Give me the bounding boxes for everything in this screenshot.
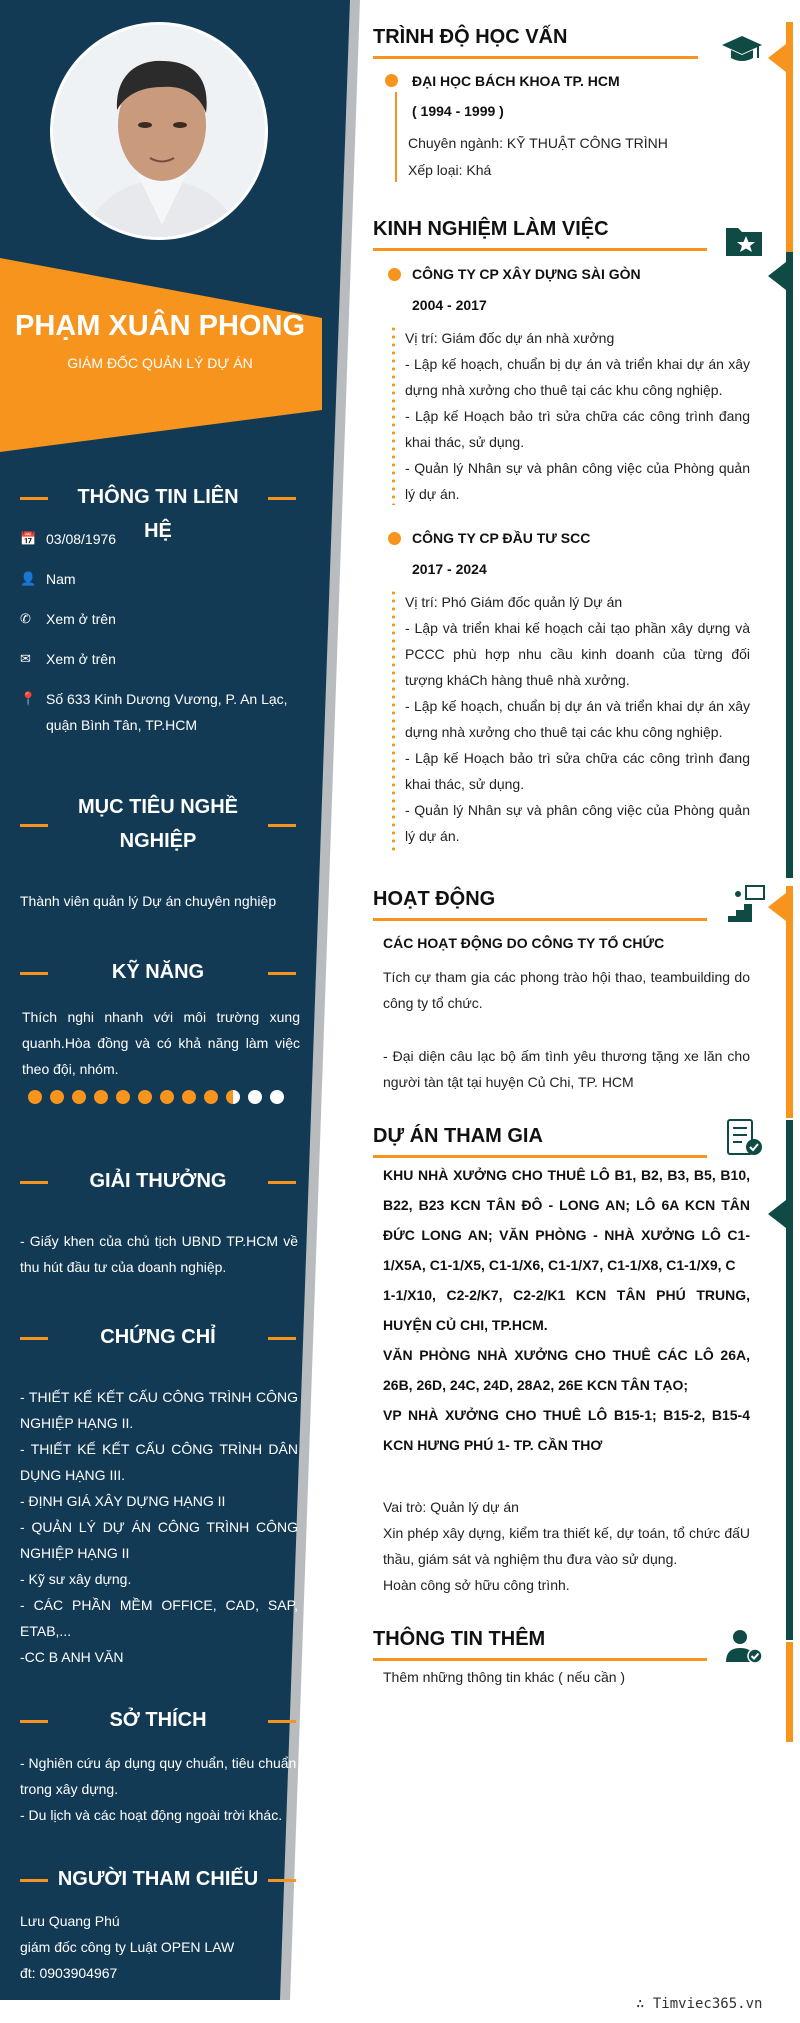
- project-role-details: [383, 1494, 750, 1598]
- divider: [373, 56, 698, 59]
- rating-dot: [204, 1090, 218, 1104]
- rating-dot: [182, 1090, 196, 1104]
- hobby-item: - Du lịch và các hoạt động ngoài trời khác.: [20, 1807, 283, 1823]
- rating-dot: [94, 1090, 108, 1104]
- project-item: VĂN PHÒNG NHÀ XƯỞNG CHO THUÊ CÁC LÔ 26A, 26B, 26D, 24C, 24D, 28A2, 26E KCN TÂN TẠO;: [383, 1347, 750, 1393]
- references-heading: NGƯỜI THAM CHIẾU: [20, 1862, 296, 1896]
- job-details: Vị trí: Giám đốc dự án nhà xưởng - Lập kế hoạch, chuẩn bị dự án và triển khai dự án xây dựng nhà xưởng cho thuê tại các khu công nghiệp. - Lập kế Hoạch bảo trì sửa chữa các công trình đang khai thác, sử dụng. - Quản lý Nhân sự và phân công việc của Phòng quản lý dự án.: [405, 330, 750, 502]
- job-company: CÔNG TY CP ĐẦU TƯ SCC: [412, 530, 591, 546]
- stairs-activity-icon: [726, 884, 766, 924]
- rating-dot: [248, 1090, 262, 1104]
- divider: [373, 1155, 707, 1158]
- awards-text: - Giấy khen của chủ tịch UBND TP.HCM về thu hút đầu tư của doanh nghiệp.: [20, 1233, 298, 1275]
- project-item: VP NHÀ XƯỞNG CHO THUÊ LÔ B15-1; B15-2, B15-4 KCN HƯNG PHÚ 1- TP. CẦN THƠ: [383, 1407, 750, 1453]
- rating-dot: [138, 1090, 152, 1104]
- activities-text: - Đại diện câu lạc bộ ấm tình yêu thương tặng xe lăn cho người tàn tật tại huyện Củ Chi, TP. HCM: [383, 1048, 750, 1090]
- job-company: CÔNG TY CP XÂY DỰNG SÀI GÒN: [412, 266, 641, 282]
- contact-address: 📍 Số 633 Kinh Dương Vương, P. An Lạc, quận Bình Tân, TP.HCM: [20, 686, 305, 738]
- rating-dot: [72, 1090, 86, 1104]
- sidebar: [0, 0, 360, 2000]
- contact-heading: THÔNG TIN LIÊN HỆ: [20, 480, 296, 548]
- hobbies-heading: SỞ THÍCH: [20, 1703, 296, 1737]
- rating-dot: [226, 1090, 240, 1104]
- certificates-list: [20, 1384, 298, 1670]
- decor-bar: [786, 1120, 793, 1640]
- project-desc: Xin phép xây dựng, kiểm tra thiết kế, dự toán, tổ chức đấU thầu, giám sát và nghiệm thu đưa vào sử dụng.: [383, 1525, 750, 1567]
- job-period: 2017 - 2024: [412, 561, 487, 577]
- user-check-icon: [724, 1626, 764, 1666]
- timeline-line: [395, 92, 397, 182]
- divider: [373, 918, 707, 921]
- reference-position: giám đốc công ty Luật OPEN LAW: [20, 1939, 235, 1955]
- education-period: ( 1994 - 1999 ): [412, 103, 504, 119]
- objective-text: Thành viên quản lý Dự án chuyên nghiệp: [20, 893, 277, 909]
- decor-bar: [786, 886, 793, 1118]
- profile-title: GIÁM ĐỐC QUẢN LÝ DỰ ÁN: [67, 355, 253, 371]
- bullet: [388, 268, 401, 281]
- email-icon: ✉: [20, 651, 31, 666]
- objective-heading: MỤC TIÊU NGHỀ NGHIỆP: [20, 790, 296, 858]
- profile-name: PHẠM XUÂN PHONG: [14, 310, 305, 342]
- reference-phone: đt: 0903904967: [20, 1965, 118, 1981]
- rating-dot: [28, 1090, 42, 1104]
- project-done: Hoàn công sở hữu công trình.: [383, 1577, 570, 1593]
- decor-bar: [786, 22, 793, 252]
- projects-heading: DỰ ÁN THAM GIA: [373, 1125, 543, 1147]
- contact-gender: 👤 Nam: [20, 566, 76, 592]
- portrait-icon: [53, 25, 268, 240]
- certificate-item: - Kỹ sư xây dựng.: [20, 1571, 132, 1587]
- decor-arrow: [768, 1200, 786, 1228]
- checklist-icon: [724, 1118, 764, 1158]
- graduation-cap-icon: [722, 28, 762, 68]
- activities-heading: HOẠT ĐỘNG: [373, 888, 496, 910]
- more-info-heading: THÔNG TIN THÊM: [373, 1628, 546, 1650]
- footer-watermark: ∴ Timviec365.vn: [636, 1996, 763, 2012]
- decor-arrow: [768, 262, 786, 290]
- certificate-item: -CC B ANH VĂN: [20, 1649, 124, 1665]
- decor-arrow: [768, 44, 786, 72]
- calendar-icon: 📅: [20, 531, 37, 546]
- project-role: Vai trò: Quản lý dự án: [383, 1499, 519, 1515]
- divider: [373, 248, 707, 251]
- decor-arrow: [768, 893, 786, 921]
- avatar-photo: [50, 22, 268, 240]
- contact-phone: ✆ Xem ở trên: [20, 606, 116, 632]
- rating-dot: [116, 1090, 130, 1104]
- references-info: [20, 1908, 305, 1986]
- more-info-text: Thêm những thông tin khác ( nếu cần ): [383, 1669, 626, 1685]
- decor-bar: [786, 252, 793, 878]
- timeline-dots: [392, 589, 395, 851]
- certificate-item: - QUẢN LÝ DỰ ÁN CÔNG TRÌNH CÔNG NGHIỆP HẠNG II: [20, 1519, 298, 1561]
- decor-bar: [786, 1642, 793, 1742]
- contact-email: ✉ Xem ở trên: [20, 646, 116, 672]
- certificate-item: - ĐỊNH GIÁ XÂY DỰNG HẠNG II: [20, 1493, 226, 1509]
- education-heading: TRÌNH ĐỘ HỌC VẤN: [373, 26, 568, 48]
- skills-heading: KỸ NĂNG: [20, 955, 296, 989]
- rating-dot: [50, 1090, 64, 1104]
- location-icon: 📍: [20, 691, 37, 706]
- education-school: ĐẠI HỌC BÁCH KHOA TP. HCM: [412, 73, 620, 89]
- education-grade: Xếp loại: Khá: [408, 162, 492, 178]
- project-item: KHU NHÀ XƯỞNG CHO THUÊ LÔ B1, B2, B3, B5, B10, B22, B23 KCN TÂN ĐÔ - LONG AN; LÔ 6A KCN TÂN ĐỨC LONG AN; VĂN PHÒNG - NHÀ XƯỞNG LÔ C1-1/X5A, C1-1/X5, C1-1/X6, C1-1/X7, C1-1/X8, C1-1/X9, C: [383, 1167, 750, 1273]
- activities-subheading: CÁC HOẠT ĐỘNG DO CÔNG TY TỔ CHỨC: [383, 935, 665, 951]
- awards-heading: GIẢI THƯỞNG: [20, 1164, 296, 1198]
- folder-star-icon: [724, 220, 764, 260]
- contact-birthday: 📅 03/08/1976: [20, 526, 116, 552]
- certificate-item: - THIẾT KẾ KẾT CẤU CÔNG TRÌNH CÔNG NGHIỆP HẠNG II.: [20, 1389, 298, 1431]
- skill-rating: [28, 1090, 284, 1104]
- reference-name: Lưu Quang Phú: [20, 1913, 120, 1929]
- hobbies-list: [20, 1750, 305, 1828]
- certificate-item: - THIẾT KẾ KẾT CẤU CÔNG TRÌNH DÂN DỤNG HẠNG III.: [20, 1441, 298, 1483]
- certificates-heading: CHỨNG CHỈ: [20, 1320, 296, 1354]
- job-period: 2004 - 2017: [412, 297, 487, 313]
- certificate-item: - CÁC PHẦN MỀM OFFICE, CAD, SAP, ETAB,...: [20, 1597, 298, 1639]
- education-major: Chuyên ngành: KỸ THUẬT CÔNG TRÌNH: [408, 135, 668, 151]
- activities-text: Tích cự tham gia các phong trào hội thao, teambuilding do công ty tổ chức.: [383, 969, 750, 1011]
- divider: [373, 1658, 707, 1661]
- user-icon: 👤: [20, 571, 37, 586]
- experience-heading: KINH NGHIỆM LÀM VIỆC: [373, 218, 609, 240]
- sidebar-background: [0, 0, 360, 2000]
- project-item: 1-1/X10, C2-2/K7, C2-2/K1 KCN TÂN PHÚ TRUNG, HUYỆN CỦ CHI, TP.HCM.: [383, 1287, 750, 1333]
- hobby-item: - Nghiên cứu áp dụng quy chuẩn, tiêu chuẩn trong xây dựng.: [20, 1755, 297, 1797]
- skills-text: Thích nghi nhanh với môi trường xung quanh.Hòa đồng và có khả năng làm việc theo đội, nhóm.: [22, 1009, 300, 1077]
- project-list: [383, 1160, 750, 1460]
- bullet: [388, 532, 401, 545]
- job-details: Vị trí: Phó Giám đốc quản lý Dự án - Lập và triển khai kế hoạch cải tạo phần xây dựng và PCCC phù hợp nhu cầu kinh doanh của từng đối tượng kháCh hàng thuê nhà xưởng. - Lập kế hoạch, chuẩn bị dự án và triển khai dự án xây dựng nhà xưởng cho thuê tại các khu công nghiệp. - Lập kế Hoạch bảo trì sửa chữa các công trình đang khai thác, sử dụng. - Quản lý Nhân sự và phân công việc của Phòng quản lý dự án.: [405, 594, 750, 844]
- timeline-dots: [392, 325, 395, 505]
- phone-icon: ✆: [20, 611, 31, 626]
- rating-dot: [270, 1090, 284, 1104]
- rating-dot: [160, 1090, 174, 1104]
- bullet: [385, 74, 398, 87]
